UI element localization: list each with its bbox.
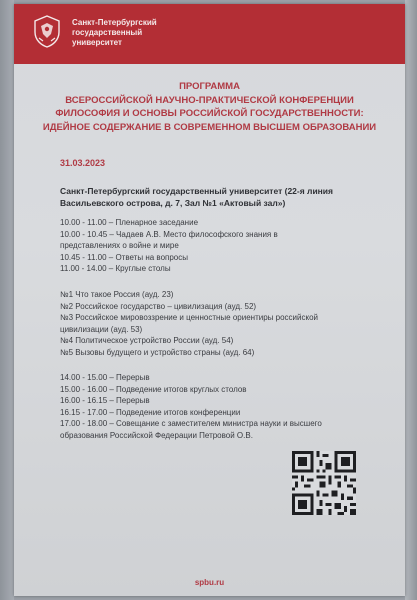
- wall-background-right: [405, 0, 417, 600]
- afternoon-schedule: [60, 372, 322, 441]
- schedule-item: 17.00 - 18.00 – Совещание с заместителем министра науки и высшего: [60, 419, 322, 428]
- schedule-item: 15.00 - 16.00 – Подведение итогов круглых столов: [60, 384, 247, 394]
- spbu-crest-icon: [32, 14, 62, 48]
- title-line: ВСЕРОССИЙСКОЙ НАУЧНО-ПРАКТИЧЕСКОЙ КОНФЕРЕНЦИИ: [65, 94, 354, 106]
- event-venue: [60, 185, 333, 209]
- title-line: ИДЕЙНОЕ СОДЕРЖАНИЕ В СОВРЕМЕННОМ ВЫСШЕМ ОБРАЗОВАНИИ: [42, 121, 377, 133]
- schedule-item: 11.00 - 14.00 – Круглые столы: [60, 264, 171, 273]
- schedule-item: представлениях о войне и мире: [60, 241, 179, 250]
- round-table-item: №5 Вызовы будущего и устройство страны (ауд. 64): [60, 347, 255, 357]
- logo-text: [72, 18, 157, 48]
- event-date: 31.03.2023: [60, 158, 106, 168]
- qr-code-icon[interactable]: [292, 451, 356, 515]
- round-table-item: №4 Политическое устройство России (ауд. 54): [60, 336, 234, 345]
- morning-schedule: [60, 217, 278, 275]
- schedule-item: 16.00 - 16.15 – Перерыв: [60, 396, 150, 405]
- program-poster: [14, 4, 405, 596]
- round-table-item: цивилизации (ауд. 53): [60, 324, 143, 334]
- round-tables-list: [60, 289, 318, 358]
- round-table-item: №1 Что такое Россия (ауд. 23): [60, 290, 174, 299]
- venue-line: Васильевского острова, д. 7, Зал №1 «Актовый зал»): [60, 198, 286, 208]
- schedule-item: 10.00 - 11.00 – Пленарное заседание: [60, 218, 199, 227]
- schedule-item: 10.45 - 11.00 – Ответы на вопросы: [60, 252, 188, 262]
- title-line: ПРОГРАММА: [179, 81, 240, 92]
- schedule-item: образования Российской Федерации Петровой О.В.: [60, 430, 253, 440]
- program-title: [14, 80, 405, 134]
- schedule-item: 10.00 - 10.45 – Чадаев А.В. Место философского знания в: [60, 229, 278, 239]
- logo-line: государственный: [72, 28, 143, 37]
- schedule-item: 14.00 - 15.00 – Перерыв: [60, 373, 150, 382]
- round-table-item: №3 Российское мировоззрение и ценностные ориентиры российской: [60, 313, 318, 322]
- poster-header: [14, 4, 405, 64]
- footer-link[interactable]: spbu.ru: [194, 578, 225, 587]
- logo-line: Санкт-Петербургский: [72, 18, 157, 27]
- title-line: ФИЛОСОФИЯ И ОСНОВЫ РОССИЙСКОЙ ГОСУДАРСТВЕННОСТИ:: [55, 108, 364, 119]
- schedule-item: 16.15 - 17.00 – Подведение итогов конференции: [60, 407, 241, 417]
- logo-line: университет: [72, 38, 122, 47]
- round-table-item: №2 Российское государство – цивилизация (ауд. 52): [60, 301, 257, 311]
- venue-line: Санкт-Петербургский государственный университет (22-я линия: [60, 186, 333, 196]
- wall-background-left: [0, 0, 14, 600]
